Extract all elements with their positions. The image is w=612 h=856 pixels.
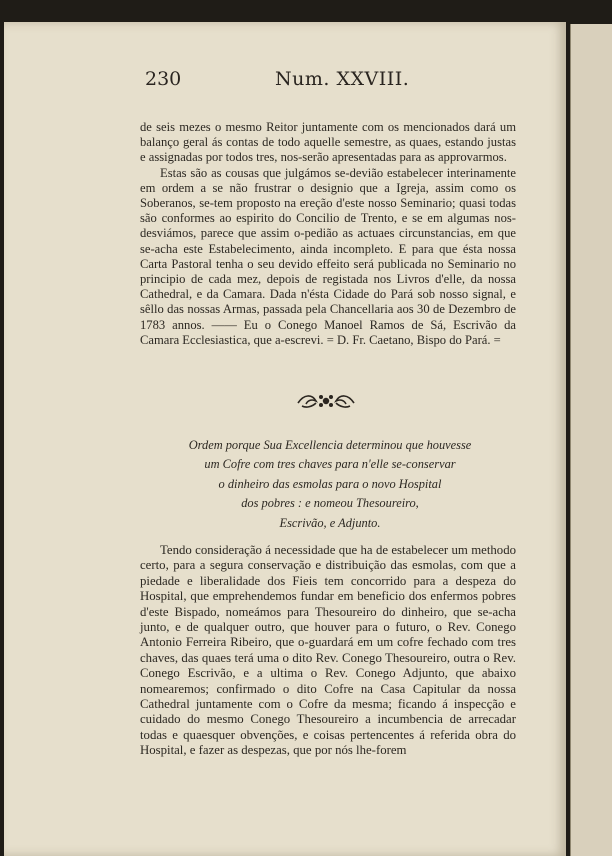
heading-line: o dinheiro das esmolas para o novo Hospital xyxy=(218,476,442,491)
page-header xyxy=(145,68,545,98)
next-page-edge xyxy=(570,24,612,856)
heading-line: Ordem porque Sua Excellencia determinou que houvesse xyxy=(188,438,472,452)
heading-line: um Cofre com tres chaves para n'elle se-conservar xyxy=(204,457,456,472)
paragraph-order: Tendo consideração á necessidade que ha de estabelecer um methodo certo, para a segura conservação e distribuição das esmolas, com que a piedade e liberalidade dos Fieis tem concorrido para a despeza do Hospital, que emprehendemos fundar em beneficio dos enfermos pobres d'este Bispado, nomeámos para Thesoureiro do dinheiro, que se-acha junto, e de qualquer outro, que houver para o futuro, o Rev. Conego Antonio Ferreira Ribeiro, que o-guardará em um cofre fechado com tres chaves, das quaes terá uma o dito Rev. Conego Thesoureiro, outra o Rev. Conego Escrivão, e a ultima o Rev. Conego Adjunto, que abaixo nomearemos; confirmado o dito Cofre na Casa Capitular da nossa Cathedral juntamente com o Cofre da mesma; ficando á inspecção e cuidado do mesmo Conego Thesoureiro a incumbencia de arrecadar todas e quaesquer obvenções, e coisas pertencentes á referida obra do Hospital, e fazer as despezas, que por nós lhe-forem xyxy=(140,543,516,758)
order-body xyxy=(140,543,516,759)
paragraph-closing: Estas são as cousas que julgámos se-devião estabelecer interinamente em ordem a se não frustrar o designio que a Igreja, assim como os Soberanos, se-tem proposto na ereção d'este nosso Seminario; quasi todas são conformes ao espirito do Concilio de Trento, e se em algumas nos-desviámos, parece que assim o-pedião as actuaes circunstancias, em que se-acha este Estabelecimento, ainda incompleto. E para que ésta nossa Carta Pastoral tenha o seu devido effeito será publicada no Seminario no principio de cada mez, depois de registada nos Livros d'elle, da nossa Cathedral, e da Camara. Dada n'ésta Cidade do Pará sob nosso signal, e sêllo das nossas Armas, passada pela Chancellaria aos 30 de Dezembro de 1783 annos. —— Eu o Conego Manoel Ramos de Sá, Escrivão da Camara Ecclesiastica, que a-escrevi. = D. Fr. Caetano, Bispo do Pará. = xyxy=(140,165,516,347)
letter-ending xyxy=(140,120,516,348)
heading-line: Escrivão, e Adjunto. xyxy=(279,515,381,530)
heading-line: dos pobres : e nomeou Thesoureiro, xyxy=(241,496,419,511)
paragraph-continuation: de seis mezes o mesmo Reitor juntamente com os mencionados dará um balanço geral ás contas de todo aquelle semestre, as quaes, estando justas e assignadas por todos tres, nos-serão apresentadas para as approvarmos. xyxy=(140,120,516,165)
ornament-fleuron xyxy=(294,390,358,412)
running-title: Num. XXVIII. xyxy=(275,68,410,90)
section-heading xyxy=(150,436,510,533)
page-number: 230 xyxy=(145,68,182,90)
